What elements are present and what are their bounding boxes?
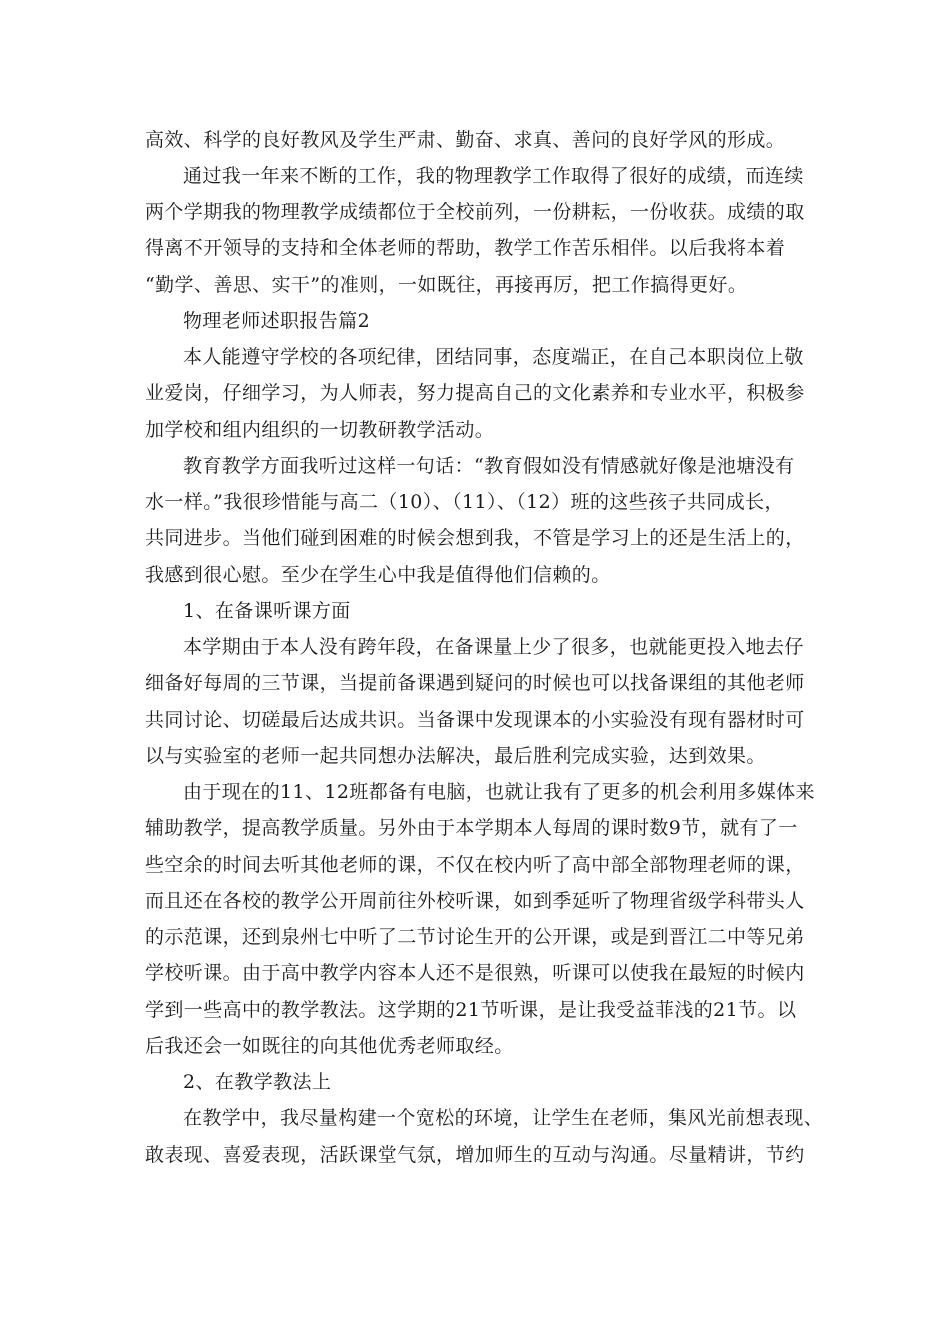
body-text-line: 些空余的时间去听其他老师的课，不仅在校内听了高中部全部物理老师的课， [145, 854, 805, 876]
body-text-line: 两个学期我的物理教学成绩都位于全校前列，一份耕耘，一份收获。成绩的取 [145, 201, 805, 223]
body-text-line: 学到一些高中的教学教法。这学期的21节听课，是让我受益菲浅的21节。以 [145, 999, 797, 1021]
body-text-line: 的示范课，还到泉州七中听了二节讨论生开的公开课，或是到晋江二中等兄弟 [145, 926, 805, 948]
section-heading: 物理老师述职报告篇2 [183, 310, 371, 332]
body-text-line: 敢表现、喜爱表现，活跃课堂气氛，增加师生的互动与沟通。尽量精讲，节约 [145, 1144, 805, 1166]
body-text-line: 水一样。”我很珍惜能与高二（10）、（11）、（12）班的这些孩子共同成长， [145, 491, 784, 513]
body-text-line: 后我还会一如既往的向其他优秀老师取经。 [145, 1035, 514, 1057]
body-text-line: 共同讨论、切磋最后达成共识。当备课中发现课本的小实验没有现有器材时可 [145, 709, 805, 731]
body-text-line: 细备好每周的三节课，当提前备课遇到疑问的时候也可以找备课组的其他老师 [145, 672, 805, 694]
body-text-line: 而且还在各校的教学公开周前往外校听课，如到季延听了物理省级学科带头人 [145, 890, 805, 912]
subsection-heading: 2、在教学教法上 [183, 1071, 332, 1093]
body-text-line: 在教学中，我尽量构建一个宽松的环境，让学生在老师，集风光前想表现、 [183, 1107, 824, 1129]
body-text-line: 加学校和组内组织的一切教研教学活动。 [145, 419, 495, 441]
body-text-line: “勤学、善思、实干”的准则，一如既往，再接再厉，把工作搞得更好。 [145, 274, 748, 296]
body-text-line: 教育教学方面我听过这样一句话：“教育假如没有情感就好像是池塘没有 [183, 455, 795, 477]
body-text-line: 学校听课。由于高中教学内容本人还不是很熟，听课可以使我在最短的时候内 [145, 962, 805, 984]
body-text-line: 得离不开领导的支持和全体老师的帮助，教学工作苦乐相伴。以后我将本着 [145, 237, 786, 259]
body-text-line: 辅助教学，提高教学质量。另外由于本学期本人每周的课时数9节，就有了一 [145, 817, 798, 839]
body-text-line: 高效、科学的良好教风及学生严肃、勤奋、求真、善问的良好学风的形成。 [145, 129, 786, 151]
body-text-line: 本人能遵守学校的各项纪律，团结同事，态度端正，在自己本职岗位上敬 [183, 346, 804, 368]
body-text-line: 业爱岗，仔细学习，为人师表，努力提高自己的文化素养和专业水平，积极参 [145, 382, 805, 404]
subsection-heading: 1、在备课听课方面 [183, 600, 351, 622]
body-text-line: 共同进步。当他们碰到困难的时候会想到我，不管是学习上的还是生活上的， [145, 527, 805, 549]
body-text-line: 本学期由于本人没有跨年段，在备课量上少了很多，也就能更投入地去仔 [183, 636, 804, 658]
body-text-line: 由于现在的11、12班都备有电脑，也就让我有了更多的机会利用多媒体来 [183, 781, 815, 803]
body-text-line: 我感到很心慰。至少在学生心中我是值得他们信赖的。 [145, 564, 611, 586]
body-text-line: 通过我一年来不断的工作，我的物理教学工作取得了很好的成绩，而连续 [183, 165, 804, 187]
body-text-line: 以与实验室的老师一起共同想办法解决，最后胜利完成实验，达到效果。 [145, 745, 766, 767]
